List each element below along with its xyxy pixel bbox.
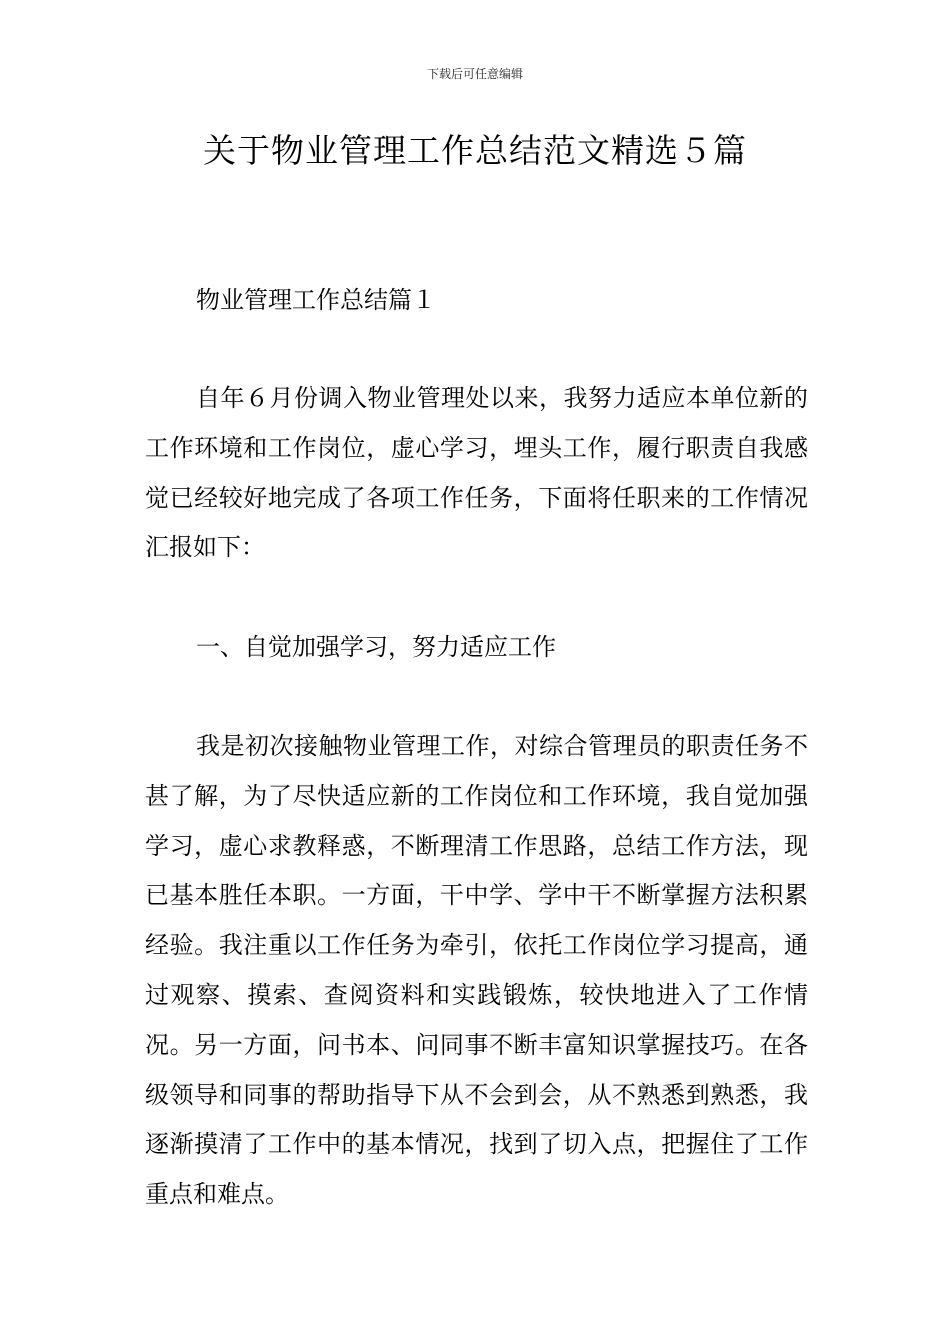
intro-paragraph: 自年６月份调入物业管理处以来，我努力适应本单位新的工作环境和工作岗位，虚心学习，埋头工作，履行职责自我感觉已经较好地完成了各项工作任务，下面将任职来的工作情况汇报如下： [145,384,808,562]
body-paragraph-1: 我是初次接触物业管理工作，对综合管理员的职责任务不甚了解，为了尽快适应新的工作岗位和工作环境，我自觉加强学习，虚心求教释惑，不断理清工作思路，总结工作方法，现已基本胜任本职。一方面，干中学、学中干不断掌握方法积累经验。我注重以工作任务为牵引，依托工作岗位学习提高，通过观察、摸索、查阅资料和实践锻炼，较快地进入了工作情况。另一方面，问书本、问同事不断丰富知识掌握技巧。在各级领导和同事的帮助指导下从不会到会，从不熟悉到熟悉，我逐渐摸清了工作中的基本情况，找到了切入点，把握住了工作重点和难点。 [145,732,808,1209]
subheading-1: 一、自觉加强学习，努力适应工作 [196,633,556,661]
document-title: 关于物业管理工作总结范文精选５篇 [203,131,747,170]
header-note: 下载后可任意编辑 [426,67,523,81]
section-title: 物业管理工作总结篇１ [196,286,436,314]
